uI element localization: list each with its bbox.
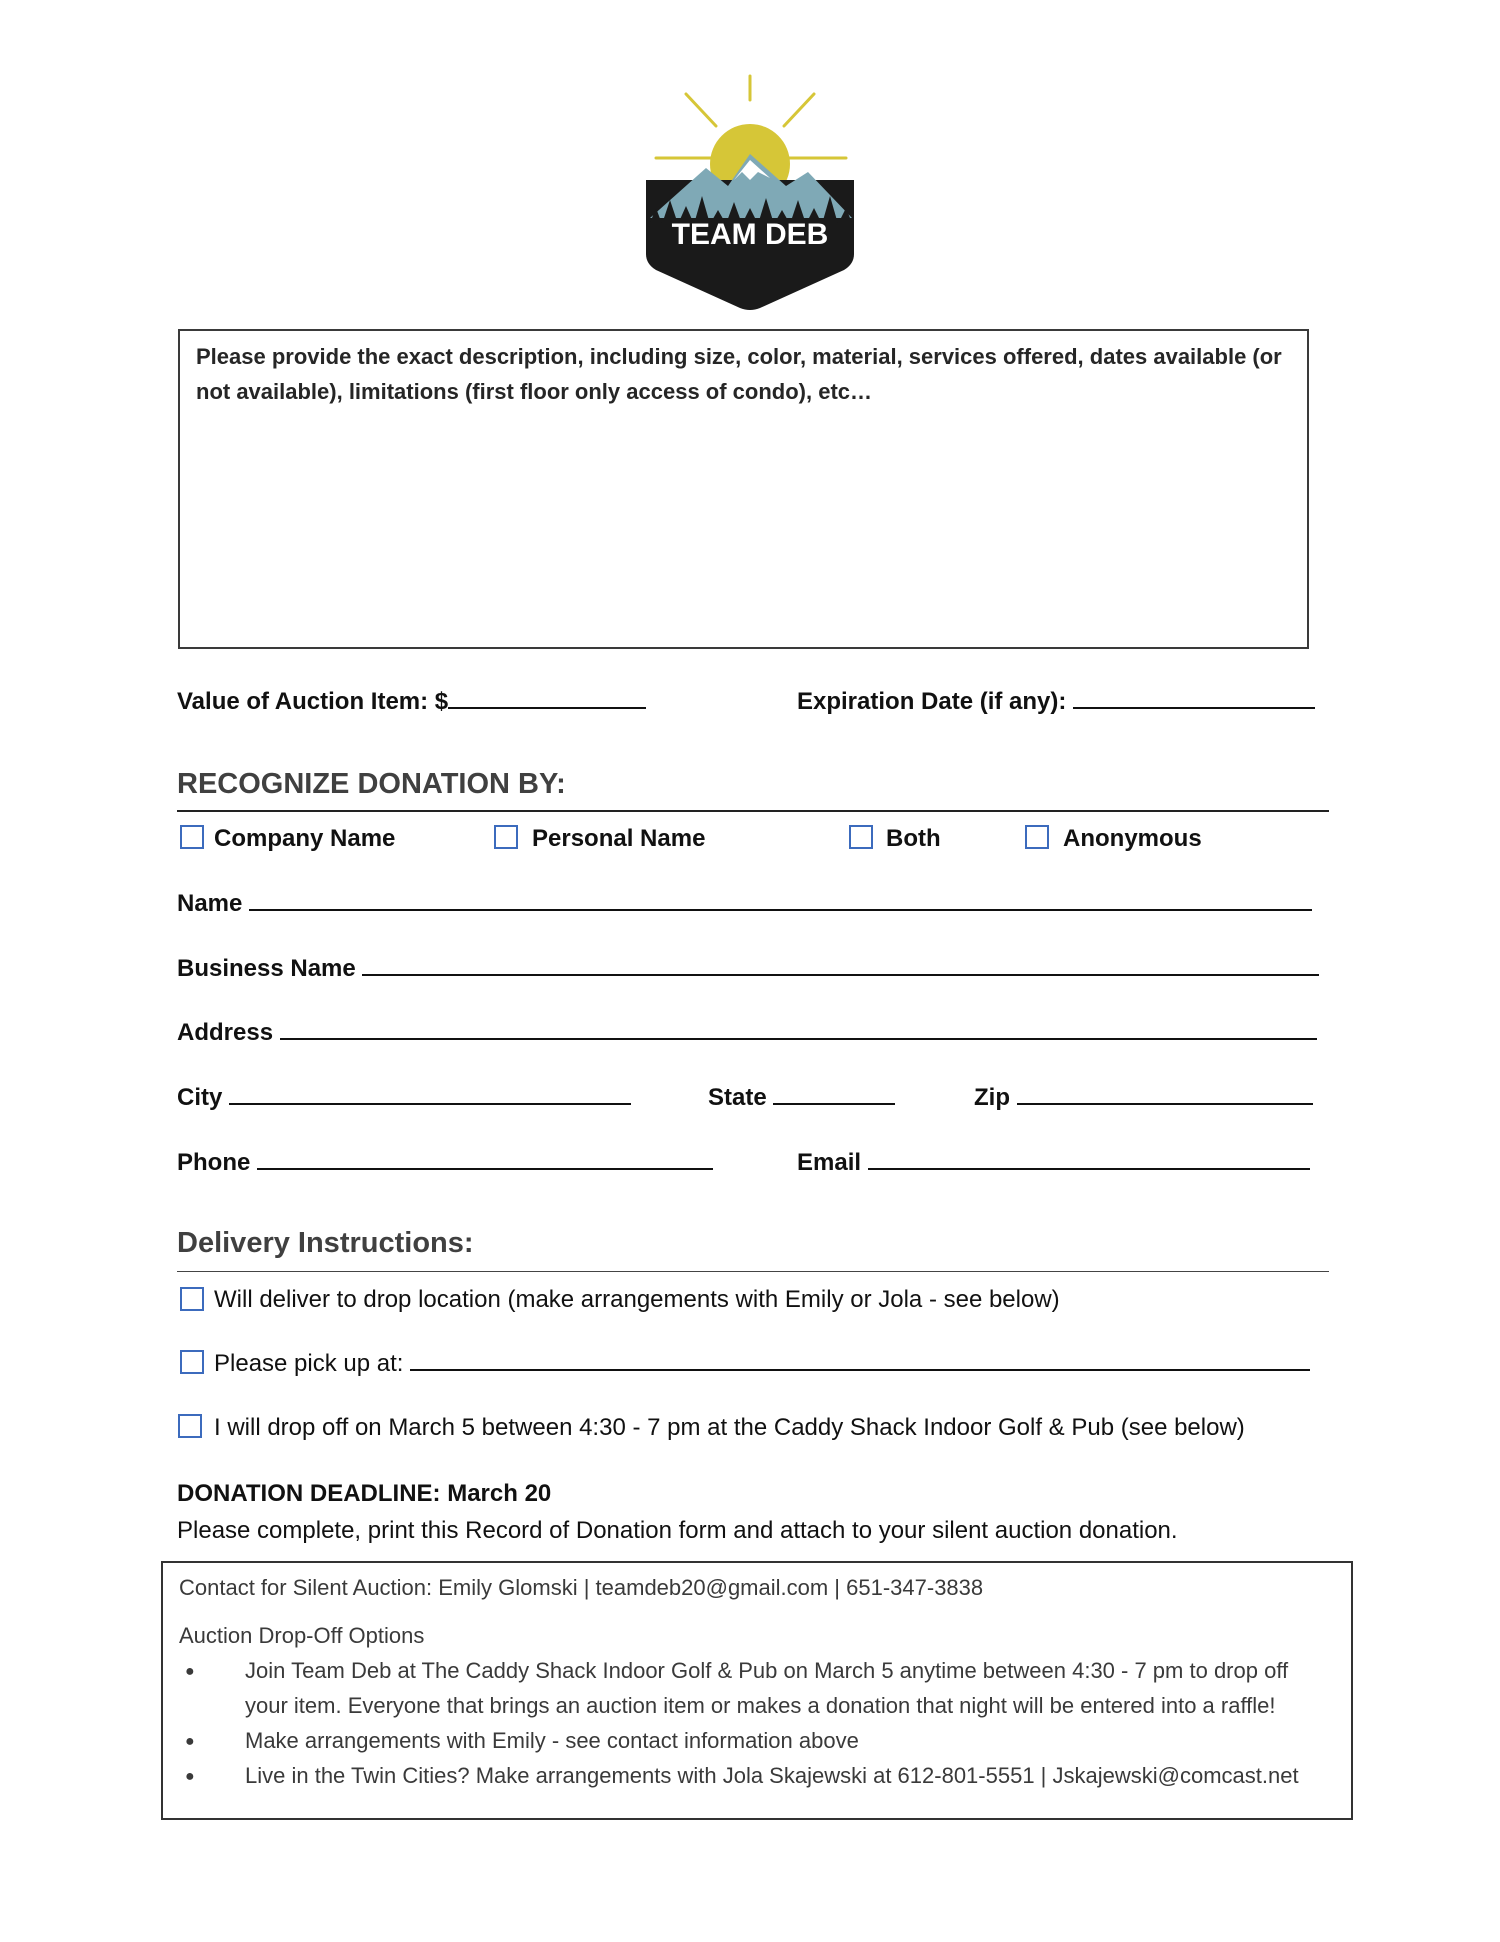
pick-up-blank[interactable]: [410, 1367, 1310, 1371]
expiration-field[interactable]: [797, 688, 1315, 716]
bullet-icon: ●: [185, 1768, 195, 1785]
personal-name-checkbox[interactable]: [494, 825, 518, 849]
contact-line: Contact for Silent Auction: Emily Glomski | teamdeb20@gmail.com | 651-347-3838: [179, 1575, 984, 1600]
pick-up-label: Please pick up at:: [214, 1350, 404, 1377]
contact-box: [161, 1561, 1353, 1820]
email-label: Email: [797, 1149, 862, 1176]
drop-off-march-label: I will drop off on March 5 between 4:30 - 7 pm at the Caddy Shack Indoor Golf & Pub (see below): [214, 1414, 1245, 1441]
business-name-field[interactable]: [177, 955, 1319, 983]
recognize-rule: [177, 810, 1329, 812]
city-label: City: [177, 1084, 223, 1111]
team-deb-logo-graphic: [636, 68, 876, 312]
drop-off-options-title: Auction Drop-Off Options: [179, 1623, 425, 1648]
bullet-icon: ●: [185, 1733, 195, 1750]
pick-up-checkbox[interactable]: [180, 1350, 204, 1374]
recognize-title: RECOGNIZE DONATION BY:: [177, 768, 566, 800]
value-field[interactable]: [177, 688, 646, 716]
pick-up-field[interactable]: [214, 1350, 1310, 1378]
email-field[interactable]: [797, 1149, 1310, 1177]
item-description-box[interactable]: [178, 329, 1309, 649]
name-label: Name: [177, 890, 243, 917]
city-blank[interactable]: [229, 1101, 631, 1105]
drop-off-march-checkbox[interactable]: [178, 1414, 202, 1438]
name-field[interactable]: [177, 890, 1312, 918]
value-label: Value of Auction Item: $: [177, 688, 449, 715]
address-blank[interactable]: [280, 1036, 1317, 1040]
state-label: State: [708, 1084, 767, 1111]
drop-off-option-1: Join Team Deb at The Caddy Shack Indoor Golf & Pub on March 5 anytime between 4:30 - 7 pm to drop off: [245, 1658, 1289, 1683]
description-hint: Please provide the exact description, including size, color, material, services offered, dates available (or not available), limitations (first floor only access of condo), etc…: [196, 344, 1282, 404]
company-name-label: Company Name: [214, 825, 396, 852]
address-field[interactable]: [177, 1019, 1317, 1047]
both-label: Both: [886, 825, 941, 852]
city-field[interactable]: [177, 1084, 631, 1112]
bullet-icon: ●: [185, 1663, 195, 1680]
business-name-label: Business Name: [177, 955, 356, 982]
delivery-rule: [177, 1271, 1329, 1272]
personal-name-label: Personal Name: [532, 825, 706, 852]
anonymous-checkbox[interactable]: [1025, 825, 1049, 849]
address-label: Address: [177, 1019, 274, 1046]
delivery-title: Delivery Instructions:: [177, 1227, 474, 1259]
company-name-checkbox[interactable]: [180, 825, 204, 849]
deadline-instructions: Please complete, print this Record of Donation form and attach to your silent auction donation.: [177, 1517, 1178, 1544]
deliver-to-drop-label: Will deliver to drop location (make arrangements with Emily or Jola - see below): [214, 1286, 1060, 1313]
state-blank[interactable]: [773, 1101, 895, 1105]
zip-field[interactable]: [974, 1084, 1313, 1112]
business-name-blank[interactable]: [362, 972, 1319, 976]
phone-blank[interactable]: [257, 1166, 713, 1170]
both-checkbox[interactable]: [849, 825, 873, 849]
drop-off-option-1-cont: your item. Everyone that brings an auction item or makes a donation that night will be entered into a raffle!: [245, 1693, 1276, 1718]
logo-text: TEAM DEB: [671, 218, 829, 251]
zip-label: Zip: [974, 1084, 1010, 1111]
team-deb-logo: [636, 68, 876, 312]
drop-off-option-3: Live in the Twin Cities? Make arrangements with Jola Skajewski at 612-801-5551 | Jskajewski@comcast.net: [245, 1763, 1299, 1788]
expiration-blank[interactable]: [1073, 705, 1315, 709]
phone-field[interactable]: [177, 1149, 713, 1177]
phone-label: Phone: [177, 1149, 251, 1176]
drop-off-option-2: Make arrangements with Emily - see contact information above: [245, 1728, 859, 1753]
value-blank[interactable]: [448, 705, 646, 709]
deliver-to-drop-checkbox[interactable]: [180, 1287, 204, 1311]
donation-deadline: DONATION DEADLINE: March 20: [177, 1480, 552, 1507]
state-field[interactable]: [708, 1084, 895, 1112]
zip-blank[interactable]: [1017, 1101, 1313, 1105]
name-blank[interactable]: [249, 907, 1312, 911]
anonymous-label: Anonymous: [1063, 825, 1202, 852]
email-blank[interactable]: [868, 1166, 1310, 1170]
expiration-label: Expiration Date (if any):: [797, 688, 1067, 715]
